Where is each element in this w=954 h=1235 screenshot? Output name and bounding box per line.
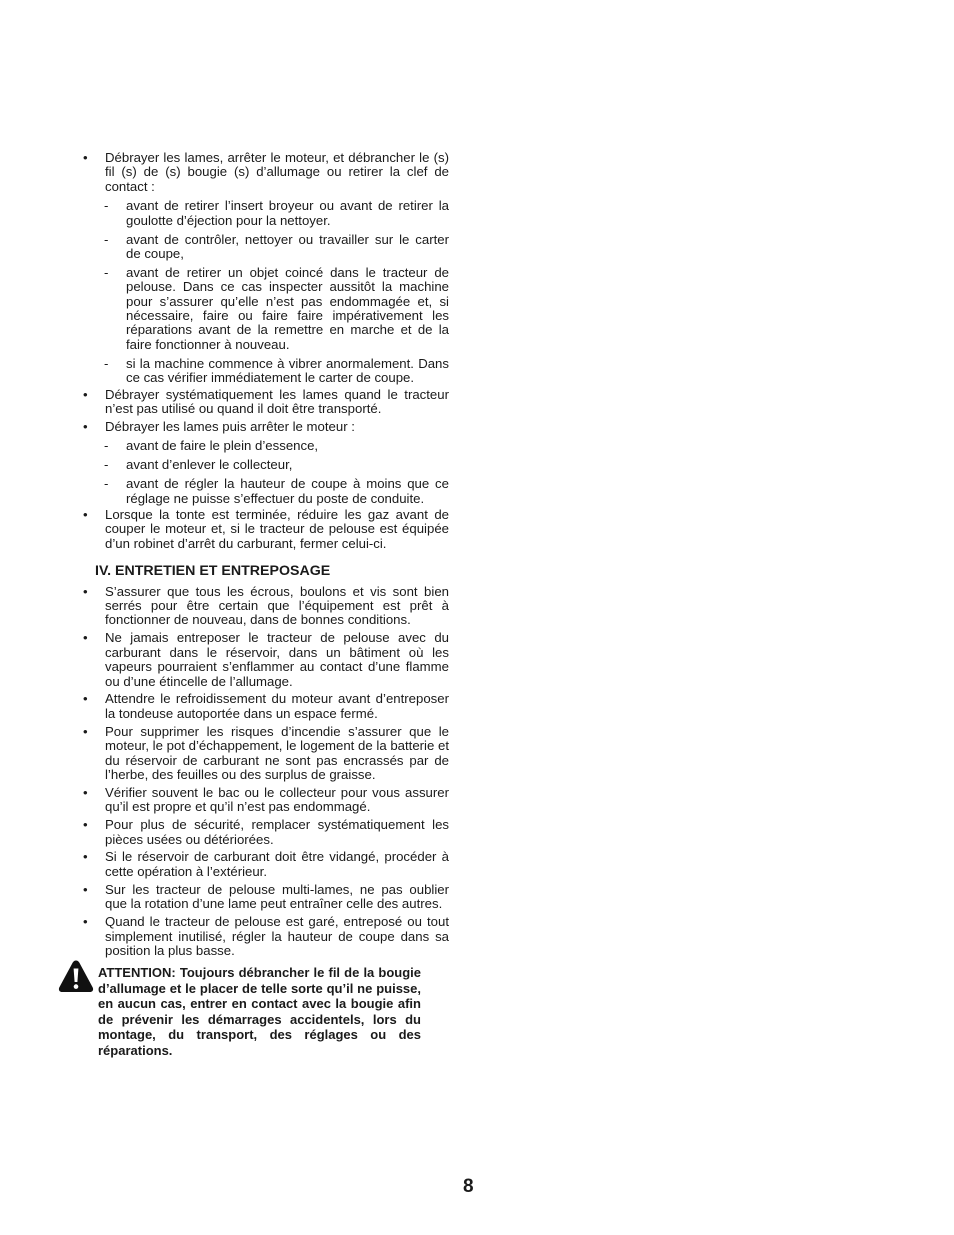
list-item: [82, 388, 449, 417]
list-item: [82, 692, 449, 721]
list-item-text: Pour plus de sécurité, remplacer systématiquement les pièces usées ou détériorées.: [105, 817, 449, 847]
bullet-marker: •: [83, 881, 88, 897]
list-item-text: Attendre le refroidissement du moteur avant d’entreposer la tondeuse autoportée dans un espace fermé.: [105, 691, 449, 721]
list-item-text: Quand le tracteur de pelouse est garé, entreposé ou tout simplement inutilisé, régler la hauteur de coupe dans sa position la plus basse.: [105, 914, 449, 958]
sub-list-item: [82, 357, 449, 386]
bullet-marker: •: [83, 723, 88, 739]
dash-marker: -: [104, 355, 109, 371]
bullet-marker: •: [83, 914, 88, 930]
list-item: [82, 850, 449, 879]
list-item: [82, 585, 449, 628]
list-item: [82, 818, 449, 847]
sub-list-item-text: si la machine commence à vibrer anormalement. Dans ce cas vérifier immédiatement le carter de coupe.: [126, 355, 449, 386]
sub-list-item: [82, 266, 449, 352]
list-item: [82, 725, 449, 783]
list-item: [82, 631, 449, 689]
sub-list-item: [82, 477, 449, 506]
bullet-marker: •: [83, 386, 88, 402]
bullet-marker: •: [83, 506, 88, 522]
dash-marker: -: [104, 476, 109, 492]
section-heading: IV. ENTRETIEN ET ENTREPOSAGE: [95, 563, 331, 580]
text-column: [82, 151, 449, 962]
bullet-marker: •: [83, 691, 88, 707]
warning-triangle-icon: [57, 958, 95, 994]
dash-marker: -: [104, 231, 109, 247]
bullet-marker: •: [83, 630, 88, 646]
bullet-marker: •: [83, 817, 88, 833]
dash-marker: -: [104, 457, 109, 473]
sub-list-item: [82, 199, 449, 228]
list-item-text: Ne jamais entreposer le tracteur de pelouse avec du carburant dans le réservoir, dans un bâtiment où les vapeurs pourraient s’enflammer au contact d’une flamme ou d’une étincelle de l’allumage.: [105, 630, 449, 689]
list-item-text: Lorsque la tonte est terminée, réduire les gaz avant de couper le moteur et, si le tracteur de pelouse est équipée d’un robinet d’arrêt du carburant, fermer celui-ci.: [105, 506, 449, 551]
sub-list-item: [82, 439, 449, 453]
dash-marker: -: [104, 198, 109, 214]
list-item-text: Sur les tracteur de pelouse multi-lames, ne pas oublier que la rotation d’une lame peut entraîner celle des autres.: [105, 881, 449, 912]
dash-marker: -: [104, 438, 109, 454]
list-item: [82, 915, 449, 958]
sub-list-item-text: avant de contrôler, nettoyer ou travailler sur le carter de coupe,: [126, 231, 449, 261]
sub-list-item: [82, 458, 449, 472]
list-item: [82, 420, 449, 434]
sub-list-item-text: avant de faire le plein d’essence,: [126, 438, 319, 454]
list-item-text: Pour supprimer les risques d’incendie s’assurer que le moteur, le pot d’échappement, le logement de la batterie et du réservoir de carburant ne sont pas encrassés par de l’herbe, des feuilles ou des surplus de graisse.: [105, 723, 449, 782]
sub-list-item-text: avant de régler la hauteur de coupe à moins que ce réglage ne puisse s’effectuer du poste de conduite.: [126, 476, 449, 506]
list-item-text: Débrayer systématiquement les lames quand le tracteur n’est pas utilisé ou quand il doit être transporté.: [105, 386, 449, 416]
sub-list-item-text: avant de retirer un objet coincé dans le tracteur de pelouse. Dans ce cas inspecter aussitôt la machine pour s’assurer qu’elle n’est pas endommagée et, si nécessaire, faire ou faire faire impérativement les réparations avant de la remettre en marche et de la faire fonctionner à nouveau.: [126, 264, 449, 352]
warning-text: ATTENTION: Toujours débrancher le fil de la bougie d’allumage et le placer de telle sorte qu’il ne puisse, en aucun cas, entrer en contact avec la bougie afin de prévenir les démarrages accidentels, lors du montage, du transport, des réglages ou des réparations.: [98, 965, 421, 1058]
list-item-text: Débrayer les lames, arrêter le moteur, et débrancher le (s) fil (s) de (s) bougie (s) d’allumage ou retirer la clef de contact :: [105, 150, 449, 194]
sub-list-item-text: avant de retirer l’insert broyeur ou avant de retirer la goulotte d’éjection pour la nettoyer.: [126, 198, 449, 228]
sub-list-item: [82, 233, 449, 262]
list-item-text: Débrayer les lames puis arrêter le moteur :: [105, 418, 355, 434]
list-item-text: S’assurer que tous les écrous, boulons et vis sont bien serrés pour être certain que l’équipement est prêt à fonctionner de nouveau, dans de bonnes conditions.: [105, 583, 449, 628]
list-item-text: Vérifier souvent le bac ou le collecteur pour vous assurer qu’il est propre et qu’il n’est pas endommagé.: [105, 784, 449, 815]
list-item-text: Si le réservoir de carburant doit être vidangé, procéder à cette opération à l’extérieur.: [105, 849, 449, 879]
list-item: [82, 786, 449, 815]
list-item: [82, 151, 449, 194]
list-item: [82, 883, 449, 912]
page-number: 8: [463, 1176, 474, 1197]
bullet-marker: •: [83, 784, 88, 800]
bullet-marker: •: [83, 583, 88, 599]
bullet-marker: •: [83, 418, 88, 434]
bullet-marker: •: [83, 150, 88, 165]
list-item: [82, 508, 449, 551]
sub-list-item-text: avant d’enlever le collecteur,: [126, 457, 293, 473]
bullet-marker: •: [83, 849, 88, 865]
dash-marker: -: [104, 264, 109, 280]
